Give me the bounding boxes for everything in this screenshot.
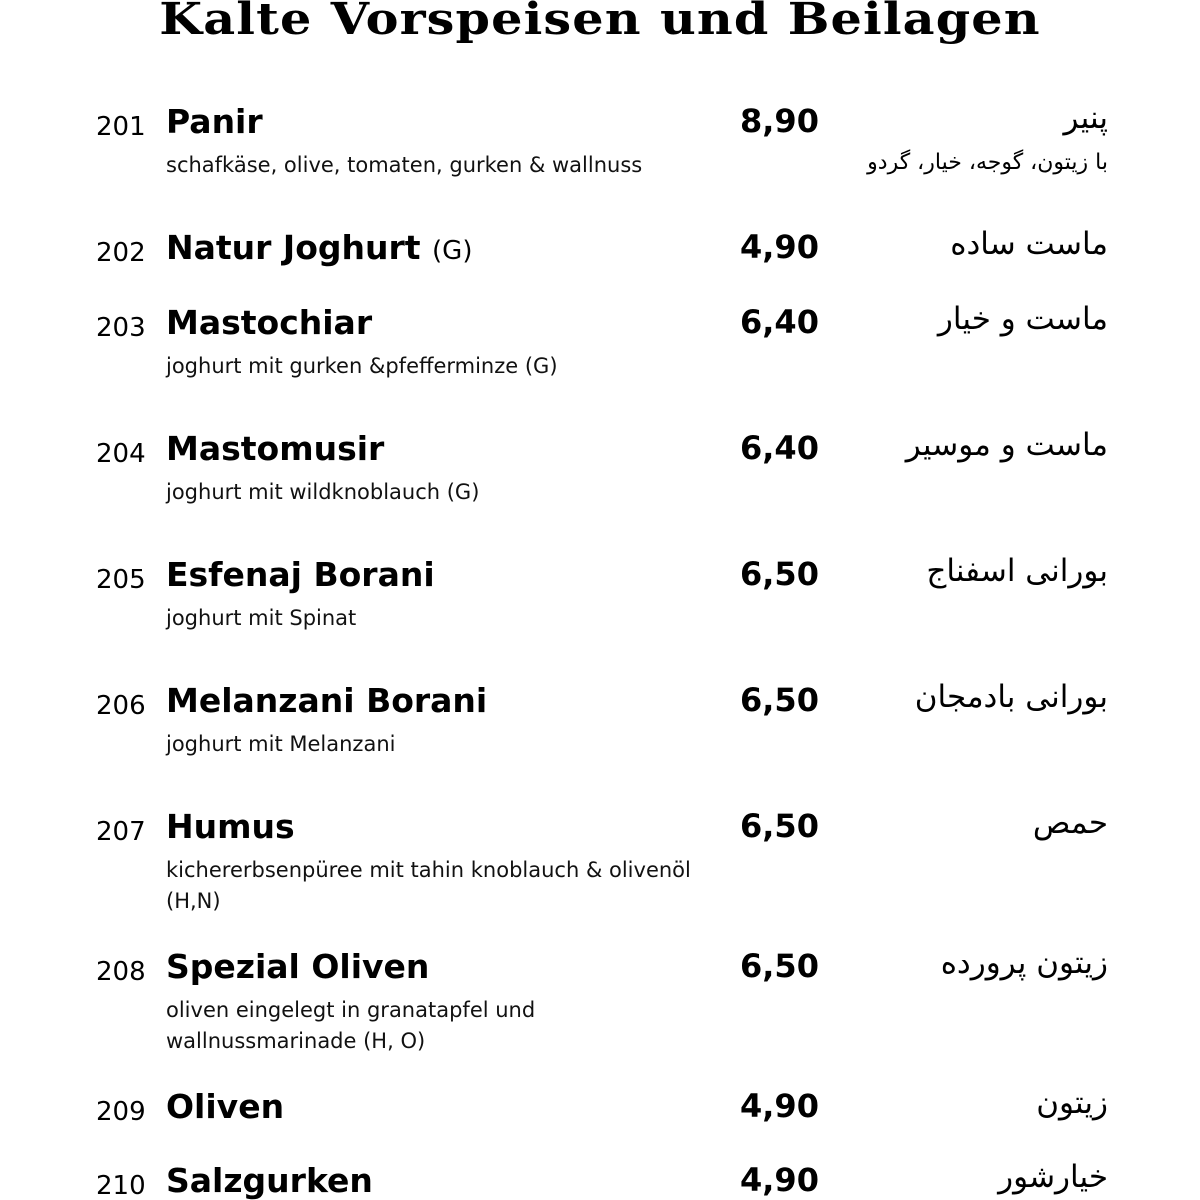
item-number: 205: [96, 565, 146, 595]
item-name-text: Panir: [166, 102, 263, 141]
item-price: 4,90: [740, 228, 819, 266]
item-number: 206: [96, 691, 146, 721]
page-title: Kalte Vorspeisen und Beilagen: [159, 0, 1041, 45]
item-number: 209: [96, 1097, 146, 1127]
menu-item-207: [0, 805, 1200, 919]
menu-item-210: [0, 1163, 1200, 1200]
item-description: oliven eingelegt in granatapfel und wallnussmarinade (H, O): [166, 998, 536, 1053]
item-name-persian: ماست و موسیر: [905, 427, 1108, 463]
item-name-text: Esfenaj Borani: [166, 555, 435, 594]
item-name-persian: حمص: [1032, 805, 1108, 841]
item-name-text: Mastochiar: [166, 303, 373, 342]
item-description: joghurt mit Spinat: [166, 606, 357, 630]
item-price: 4,90: [740, 1087, 819, 1125]
item-name: [166, 429, 384, 468]
item-name-persian: بورانی بادمجان: [914, 679, 1108, 715]
item-name-persian: خیارشور: [998, 1163, 1108, 1195]
item-number: 203: [96, 313, 146, 343]
item-name-text: Spezial Oliven: [166, 947, 430, 986]
item-description: kichererbsenpüree mit tahin knoblauch & olivenöl (H,N): [166, 858, 691, 913]
item-description: joghurt mit wildknoblauch (G): [166, 480, 480, 504]
item-name-persian: زیتون پرورده: [940, 945, 1108, 981]
menu-item-205: [0, 553, 1200, 667]
item-number: 207: [96, 817, 146, 847]
menu-item-204: [0, 427, 1200, 541]
item-price: 6,50: [740, 947, 819, 985]
menu-item-208: [0, 945, 1200, 1059]
item-name-text: Salzgurken: [166, 1163, 373, 1200]
item-price: 6,50: [740, 807, 819, 845]
item-price: 8,90: [740, 102, 819, 140]
item-name-persian: زیتون: [1036, 1085, 1108, 1121]
item-name-text: Oliven: [166, 1087, 285, 1126]
menu-item-201: [0, 100, 1200, 214]
item-name-text: Natur Joghurt: [166, 228, 421, 267]
item-name: [166, 1087, 284, 1126]
item-price: 4,90: [740, 1163, 819, 1199]
item-name: [166, 303, 372, 342]
item-number: 201: [96, 112, 146, 142]
item-name-persian: ماست و خیار: [937, 301, 1108, 337]
item-name-text: Melanzani Borani: [166, 681, 488, 720]
item-name: [166, 1163, 373, 1200]
menu-item-206: [0, 679, 1200, 793]
item-name: [166, 947, 429, 986]
item-name-persian: بورانی اسفناج: [926, 553, 1108, 589]
item-number: 210: [96, 1171, 146, 1200]
item-price: 6,40: [740, 303, 819, 341]
item-number: 204: [96, 439, 146, 469]
item-description: joghurt mit Melanzani: [166, 732, 396, 756]
item-price: 6,40: [740, 429, 819, 467]
item-name: [166, 681, 487, 720]
item-name: [166, 228, 472, 267]
item-name-persian: ماست ساده: [950, 226, 1108, 262]
item-description: joghurt mit gurken &pfefferminze (G): [166, 354, 558, 378]
item-name-text: Humus: [166, 807, 295, 846]
item-name-text: Mastomusir: [166, 429, 385, 468]
menu-item-203: [0, 301, 1200, 415]
item-price: 6,50: [740, 681, 819, 719]
item-number: 208: [96, 957, 146, 987]
item-allergen: (G): [432, 236, 473, 266]
item-description: schafkäse, olive, tomaten, gurken & wallnuss: [166, 153, 643, 177]
item-description-persian: با زیتون، گوجه، خیار، گردو: [867, 150, 1108, 175]
item-number: 202: [96, 238, 146, 268]
item-name: [166, 102, 263, 141]
item-name-persian: پنیر: [1063, 100, 1108, 136]
item-name: [166, 555, 435, 594]
item-name: [166, 807, 295, 846]
item-price: 6,50: [740, 555, 819, 593]
